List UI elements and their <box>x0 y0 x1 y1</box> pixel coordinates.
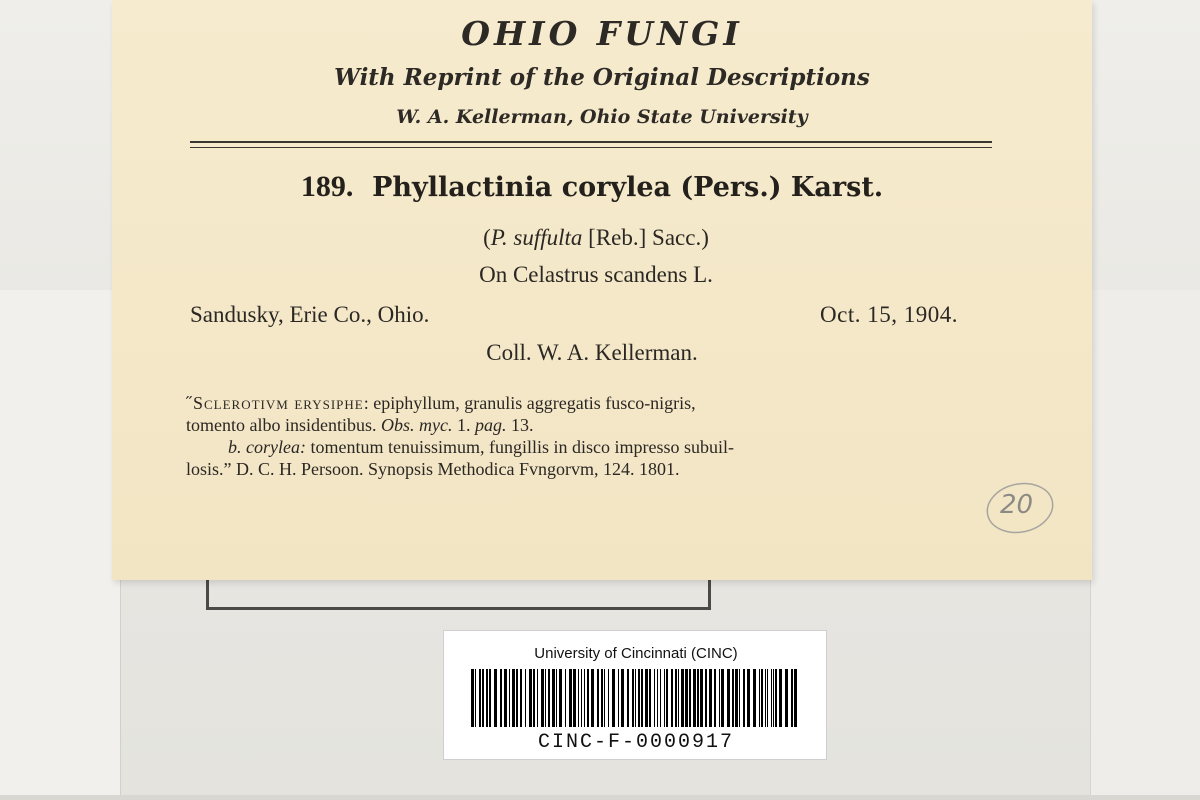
label-subtitle: With Reprint of the Original Descriptions <box>334 64 870 91</box>
desc-line-4: losis.” D. C. H. Persoon. Synopsis Methodica Fvngorvm, 124. 1801. <box>186 459 680 479</box>
institution-name: University of Cincinnati (CINC) <box>534 645 738 662</box>
pencil-annotation <box>984 480 1056 536</box>
host-line: On Celastrus scandens L. <box>479 262 713 287</box>
synonym-open: ( <box>483 225 491 250</box>
label-title: OHIO FUNGI <box>461 14 743 53</box>
desc-line-3-variety: b. corylea: <box>228 437 306 457</box>
divider-rule-thin <box>190 147 992 148</box>
catalog-number: CINC-F-0000917 <box>537 731 735 754</box>
desc-line-2-ref: Obs. myc. <box>381 415 453 435</box>
desc-line-1-rest: : epiphyllum, granulis aggregatis fusco-nigris, <box>363 393 696 413</box>
barcode-icon <box>471 669 801 727</box>
desc-taxon: ˝Sclerotivm erysiphe <box>186 393 364 413</box>
desc-line-2-c: 13. <box>506 415 534 435</box>
desc-line-3 <box>186 436 996 458</box>
species-name: Phyllactinia corylea (Pers.) Karst. <box>372 172 884 203</box>
divider-rule <box>190 141 992 143</box>
collection-date: Oct. 15, 1904. <box>820 302 958 327</box>
label-author: W. A. Kellerman, Ohio State University <box>396 106 808 128</box>
synonym-line <box>112 225 1080 251</box>
desc-line-2-pag: pag. <box>474 415 507 435</box>
synonym-rest: [Reb.] Sacc.) <box>582 225 709 250</box>
desc-line-1 <box>186 392 996 414</box>
herbarium-label <box>112 0 1092 580</box>
packet-fold <box>0 795 1200 800</box>
desc-line-2-a: tomento albo insidentibus. <box>186 415 381 435</box>
desc-line-2-b: 1. <box>452 415 475 435</box>
original-description <box>186 392 996 480</box>
packet-left-flap <box>0 290 121 800</box>
collector: Coll. W. A. Kellerman. <box>486 340 698 365</box>
desc-line-3-rest: tomentum tenuissimum, fungillis in disco impresso subuil- <box>305 437 734 457</box>
packet-right-flap <box>1090 290 1200 800</box>
desc-line-2 <box>186 414 996 436</box>
locality: Sandusky, Erie Co., Ohio. <box>190 302 430 327</box>
species-heading <box>112 170 1072 204</box>
specimen-number: 189. <box>300 170 354 203</box>
pencil-note: 20 <box>1000 490 1034 520</box>
specimen-barcode-tag <box>443 630 827 760</box>
synonym-genus: P. suffulta <box>490 225 583 250</box>
